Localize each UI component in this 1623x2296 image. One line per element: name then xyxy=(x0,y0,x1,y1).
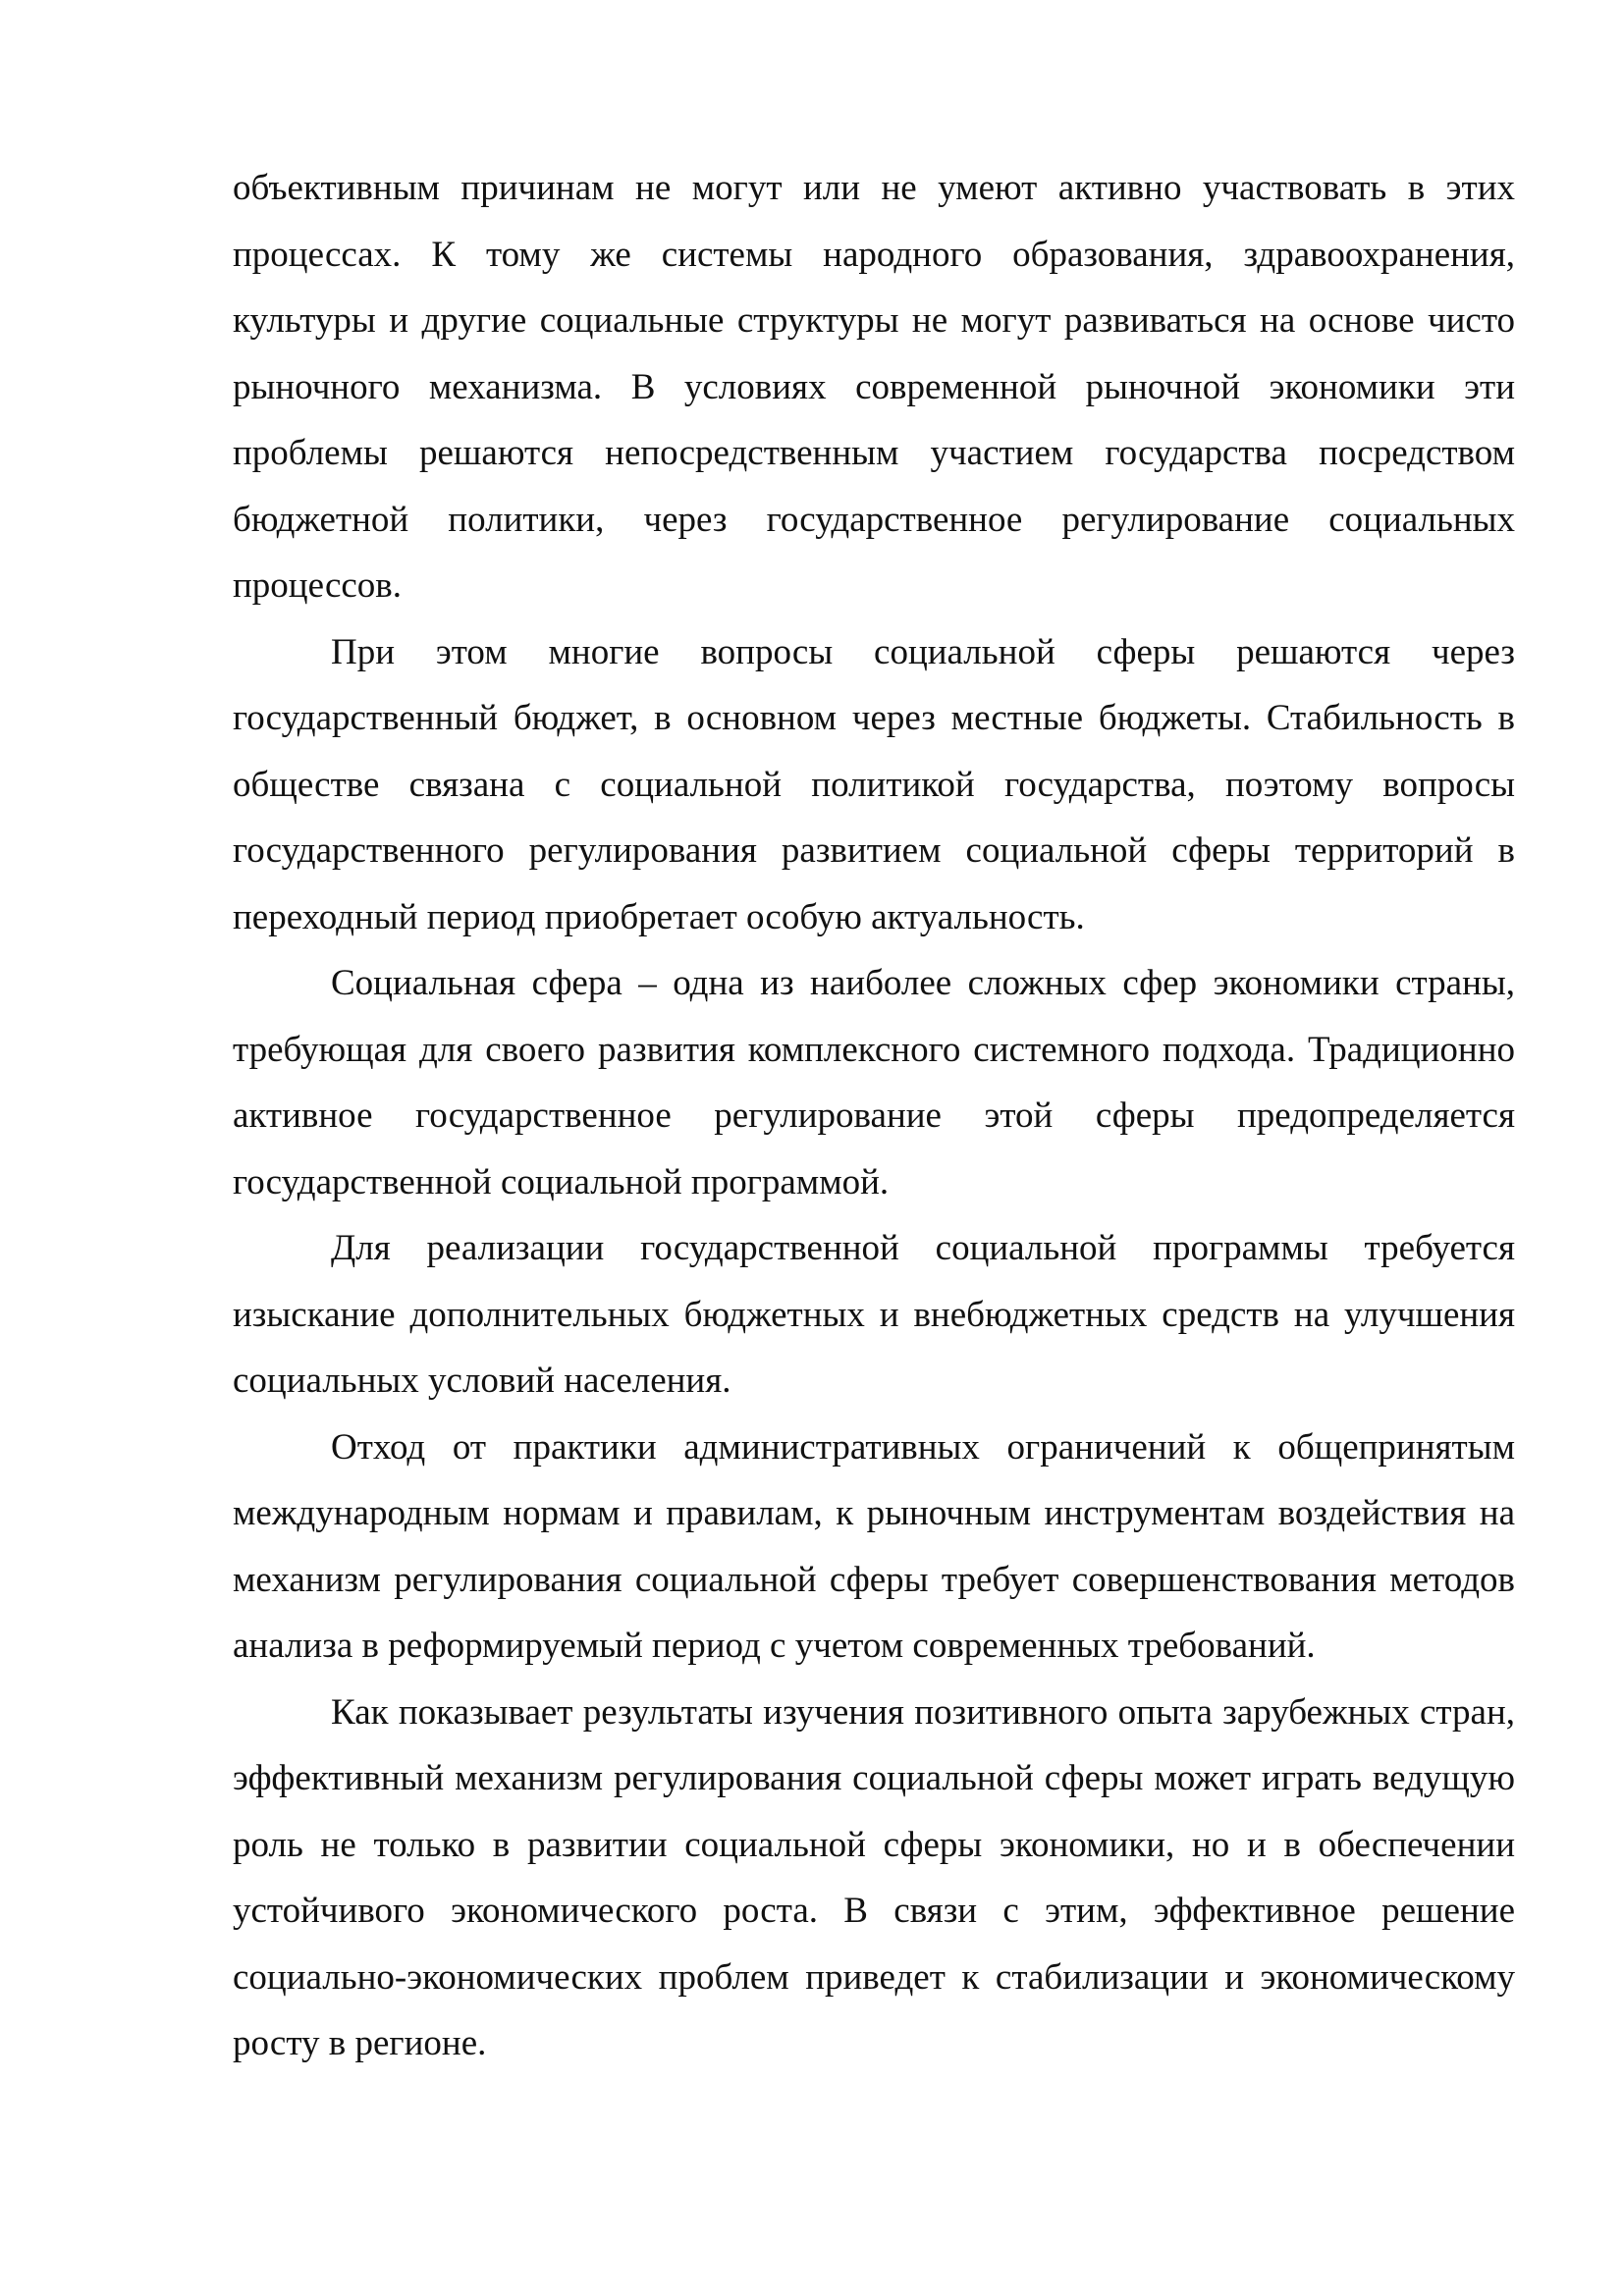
paragraph-4: Для реализации государственной социальной программы требуется изыскание дополнительных бюджетных и внебюджетных средств на улучшения социальных условий населения. xyxy=(233,1228,1515,1401)
paragraph-2: При этом многие вопросы социальной сферы решаются через государственный бюджет, в основном через местные бюджеты. Стабильность в обществе связана с социальной политикой государства, поэтому вопросы государственного регулирования развитием социальной сферы территорий в переходный период приобретает особую актуальность. xyxy=(233,631,1515,937)
body-text xyxy=(233,155,1515,2077)
paragraph-1: объективным причинам не могут или не умеют активно участвовать в этих процессах. К тому же системы народного образования, здравоохранения, культуры и другие социальные структуры не могут развиваться на основе чисто рыночного механизма. В условиях современной рыночной экономики эти проблемы решаются непосредственным участием государства посредством бюджетной политики, через государственное регулирование социальных процессов. xyxy=(233,168,1515,606)
paragraph-6: Как показывает результаты изучения позитивного опыта зарубежных стран, эффективный механизм регулирования социальной сферы может играть ведущую роль не только в развитии социальной сферы экономики, но и в обеспечении устойчивого экономического роста. В связи с этим, эффективное решение социально-экономических проблем приведет к стабилизации и экономическому росту в регионе. xyxy=(233,1691,1515,2063)
paragraph-3: Социальная сфера – одна из наиболее сложных сфер экономики страны, требующая для своего развития комплексного системного подхода. Традиционно активное государственное регулирование этой сферы предопределяется государственной социальной программой. xyxy=(233,963,1515,1202)
paragraph-5: Отход от практики административных ограничений к общепринятым международным нормам и правилам, к рыночным инструментам воздействия на механизм регулирования социальной сферы требует совершенствования методов анализа в реформируемый период с учетом современных требований. xyxy=(233,1426,1515,1666)
